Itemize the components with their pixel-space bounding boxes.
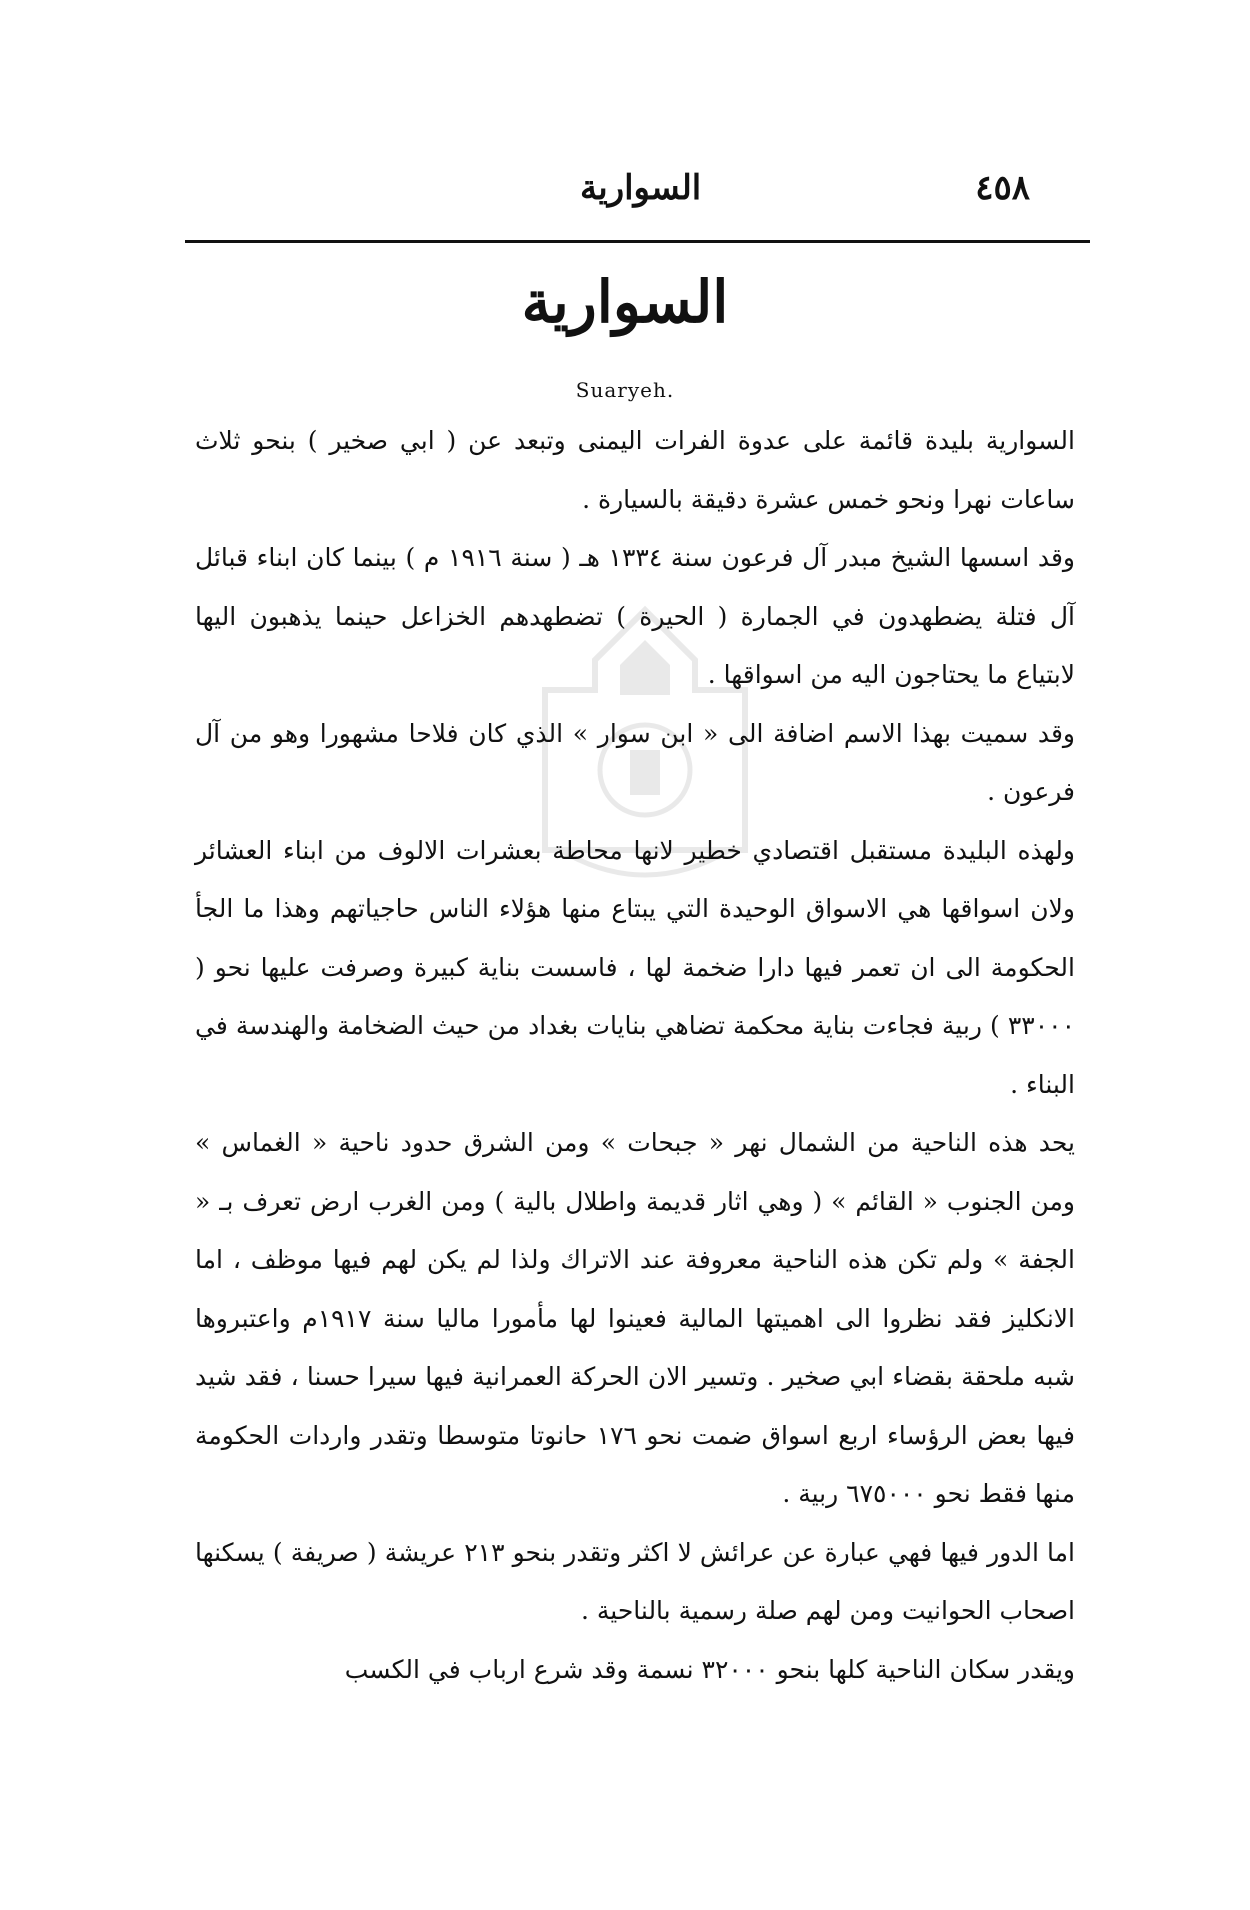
paragraph-2: وقد اسسها الشيخ مبدر آل فرعون سنة ١٣٣٤ هـ ( سنة ١٩١٦ م ) بينما كان ابناء قبائل آل فتلة يضطهدون في الجمارة ( الحيرة ) تضطهدهم الخزاعل حينما يذهبون اليها لابتياع ما يحتاجون اليه من اسواقها .: [195, 543, 1075, 689]
page-header: [185, 168, 1090, 228]
paragraph-3: وقد سميت بهذا الاسم اضافة الى « ابن سوار » الذي كان فلاحا مشهورا وهو من آل فرعون .: [195, 718, 1075, 806]
running-title: السوارية: [580, 168, 702, 208]
paragraph-4: ولهذه البليدة مستقبل اقتصادي خطير لانها محاطة بعشرات الالوف من ابناء العشائر ولان اسواقها هي الاسواق الوحيدة التي يبتاع منها هؤلاء الناس حاجياتهم وهذا ما الجأ الحكومة الى ان تعمر فيها دارا ضخمة لها ، فاسست بناية كبيرة وصرفت عليها نحو ( ٣٣٠٠٠ ) ربية فجاءت بناية محكمة تضاهي بنايات بغداد من حيث الضخامة والهندسة في البناء .: [195, 835, 1075, 1099]
article-title: السوارية: [521, 268, 729, 336]
paragraph-5: يحد هذه الناحية من الشمال نهر « جبحات » ومن الشرق حدود ناحية « الغماس » ومن الجنوب « القائم » ( وهي اثار قديمة واطلال بالية ) ومن الغرب ارض تعرف بـ « الجفة » ولم تكن هذه الناحية معروفة عند الاتراك ولذا لم يكن لهم فيها موظف ، اما الانكليز فقد نظروا الى اهميتها المالية فعينوا لها مأمورا ماليا سنة ١٩١٧م واعتبروها شبه ملحقة بقضاء ابي صخير . وتسير الان الحركة العمرانية فيها سيرا حسنا ، فقد شيد فيها بعض الرؤساء اربع اسواق ضمت نحو ١٧٦ حانوتا متوسطا وتقدر واردات الحكومة منها فقط نحو ٦٧٥٠٠٠ ربية .: [195, 1128, 1075, 1508]
page-number: ٤٥٨: [975, 168, 1030, 208]
paragraph-6: اما الدور فيها فهي عبارة عن عرائش لا اكثر وتقدر بنحو ٢١٣ عريشة ( صريفة ) يسكنها اصحاب الحوانيت ومن لهم صلة رسمية بالناحية .: [195, 1537, 1075, 1625]
paragraph-1: السوارية بليدة قائمة على عدوة الفرات اليمنى وتبعد عن ( ابي صخير ) بنحو ثلاث ساعات نهرا ونحو خمس عشرة دقيقة بالسيارة .: [195, 426, 1075, 514]
article-latin-title: Suaryeh.: [575, 378, 675, 402]
article-body: [195, 412, 1075, 1699]
header-divider: [185, 240, 1090, 243]
paragraph-7: ويقدر سكان الناحية كلها بنحو ٣٢٠٠٠ نسمة وقد شرع ارباب في الكسب: [344, 1654, 1075, 1684]
